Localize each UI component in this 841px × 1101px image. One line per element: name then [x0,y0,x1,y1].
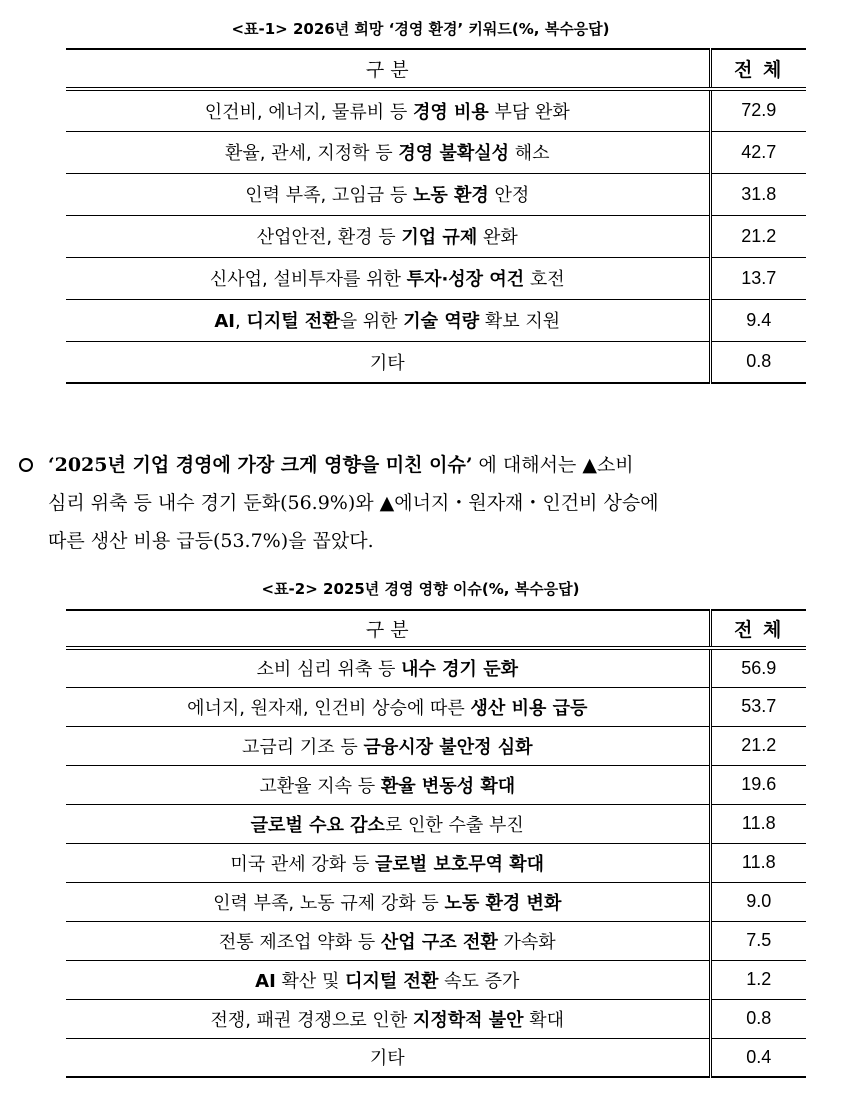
summary-paragraph [18,446,826,560]
row-value: 11.8 [710,843,806,882]
row-label [66,882,710,921]
table-row [66,960,806,999]
row-label [66,687,710,726]
text-segment: 인력 부족, 고임금 등 [245,185,413,206]
text-segment: 미국 관세 강화 등 [230,853,376,875]
table2 [66,609,806,1078]
text-segment: 인력 부족, 노동 규제 강화 등 [213,892,445,914]
table-row [66,1038,806,1077]
bold-text-segment: 노동 환경 [412,185,489,206]
bold-text-segment: 기업 규제 [401,227,478,248]
bold-text-segment: AI [214,311,236,332]
text-segment: 안정 [488,185,530,206]
text-segment: 전쟁, 패권 경쟁으로 인한 [210,1009,413,1031]
row-value: 0.8 [710,341,806,383]
table-row [66,131,806,173]
text-segment: 에너지, 원자재, 인건비 상승에 따른 [187,697,471,719]
row-label [66,1038,710,1077]
table2-header-total: 전 체 [710,610,806,648]
table-row [66,843,806,882]
text-segment: 환율, 관세, 지정학 등 [224,143,399,164]
table-row [66,882,806,921]
table2-caption: <표-2> 2025년 경영 영향 이슈(%, 복수응답) [261,580,580,598]
text-segment: 신사업, 설비투자를 위한 [209,269,407,290]
text-segment: 에 대해서는 ▲소비 [472,454,634,476]
text-segment: 확보 지원 [479,311,561,332]
text-segment: 부담 완화 [488,101,570,123]
table1-caption: <표-1> 2026년 희망 ‘경영 환경’ 키워드(%, 복수응답) [231,20,610,38]
table2-header-label: 구 분 [66,610,710,648]
bold-text-segment: AI [255,970,276,992]
bold-text-segment: 디지털 전환 [246,311,340,332]
row-label [66,89,710,131]
table-row [66,804,806,843]
table-row [66,341,806,383]
row-value: 11.8 [710,804,806,843]
paragraph-line-2 [18,484,826,522]
row-value: 19.6 [710,765,806,804]
table1-header-label: 구 분 [66,49,710,89]
text-segment: 로 인한 수출 부진 [384,814,524,836]
table-row [66,215,806,257]
row-label [66,648,710,687]
text-segment: 인건비, 에너지, 물류비 등 [204,101,413,123]
row-value: 9.4 [710,299,806,341]
table-row [66,89,806,131]
bold-text-segment: 지정학적 불안 [412,1009,524,1031]
row-label [66,726,710,765]
table-row [66,726,806,765]
row-value: 9.0 [710,882,806,921]
text-segment: 가속화 [497,931,556,953]
row-label [66,173,710,215]
bold-text-segment: 글로벌 수요 감소 [250,814,385,836]
table-row [66,921,806,960]
bold-text-segment: 디지털 전환 [345,970,439,992]
text-segment: 확산 및 [275,970,346,992]
row-label [66,765,710,804]
text-segment: 고금리 기조 등 [241,736,364,758]
paragraph-line [18,446,826,484]
table1-body [66,89,806,383]
bold-text-segment: 내수 경기 둔화 [401,659,518,681]
text-segment: 속도 증가 [438,970,520,992]
row-value: 21.2 [710,215,806,257]
text-segment: 전통 제조업 약화 등 [218,931,381,953]
table-row [66,999,806,1038]
text-segment: , [235,311,247,332]
bold-text-segment: 산업 구조 전환 [380,931,498,953]
table2-body [66,648,806,1077]
paragraph-line-3 [18,522,826,560]
row-value: 0.8 [710,999,806,1038]
text-segment: 산업안전, 환경 등 [256,227,402,248]
bold-text-segment: 경영 불확실성 [398,143,510,164]
table-row [66,299,806,341]
bold-text-segment: 글로벌 보호무역 확대 [375,853,545,875]
text-segment: 해소 [509,143,550,164]
paragraph-line-1 [48,454,634,476]
row-value: 0.4 [710,1038,806,1077]
text-segment: 완화 [477,227,518,248]
hollow-circle-bullet-icon [18,446,48,484]
text-segment: 기타 [369,352,405,374]
table1-header-total: 전 체 [710,49,806,89]
row-label [66,921,710,960]
row-value: 21.2 [710,726,806,765]
bold-text-segment: 투자·성장 여건 [406,269,525,290]
text-segment: 호전 [524,269,565,290]
row-label [66,804,710,843]
text-segment: 확대 [523,1009,565,1031]
row-value: 1.2 [710,960,806,999]
text-segment: 을 위한 [339,311,404,332]
row-value: 72.9 [710,89,806,131]
row-value: 42.7 [710,131,806,173]
bold-text-segment: 기술 역량 [403,311,480,332]
text-segment: 기타 [369,1048,405,1070]
table-row [66,765,806,804]
row-label [66,257,710,299]
row-value: 31.8 [710,173,806,215]
bold-text-segment: 노동 환경 변화 [444,892,562,914]
row-value: 7.5 [710,921,806,960]
table-row [66,687,806,726]
bold-text-segment: ‘2025년 기업 경영에 가장 크게 영향을 미친 이슈’ [48,454,473,476]
row-label [66,299,710,341]
bold-text-segment: 경영 비용 [412,101,489,123]
bold-text-segment: 환율 변동성 확대 [380,775,516,797]
row-label [66,999,710,1038]
row-value: 13.7 [710,257,806,299]
row-label [66,341,710,383]
table-row [66,173,806,215]
row-label [66,843,710,882]
table1 [66,48,806,384]
row-label [66,215,710,257]
table-row [66,648,806,687]
row-value: 56.9 [710,648,806,687]
text-segment: 심리 위축 등 내수 경기 둔화(56.9%)와 ▲에너지・원자재・인건비 상승에 [48,492,659,514]
bold-text-segment: 금융시장 불안정 심화 [363,736,533,758]
row-label [66,960,710,999]
text-segment: 따른 생산 비용 급등(53.7%)을 꼽았다. [48,530,374,552]
text-segment: 소비 심리 위축 등 [256,659,402,681]
row-value: 53.7 [710,687,806,726]
table-row [66,257,806,299]
bold-text-segment: 생산 비용 급등 [470,697,588,719]
text-segment: 고환율 지속 등 [259,775,381,797]
row-label [66,131,710,173]
